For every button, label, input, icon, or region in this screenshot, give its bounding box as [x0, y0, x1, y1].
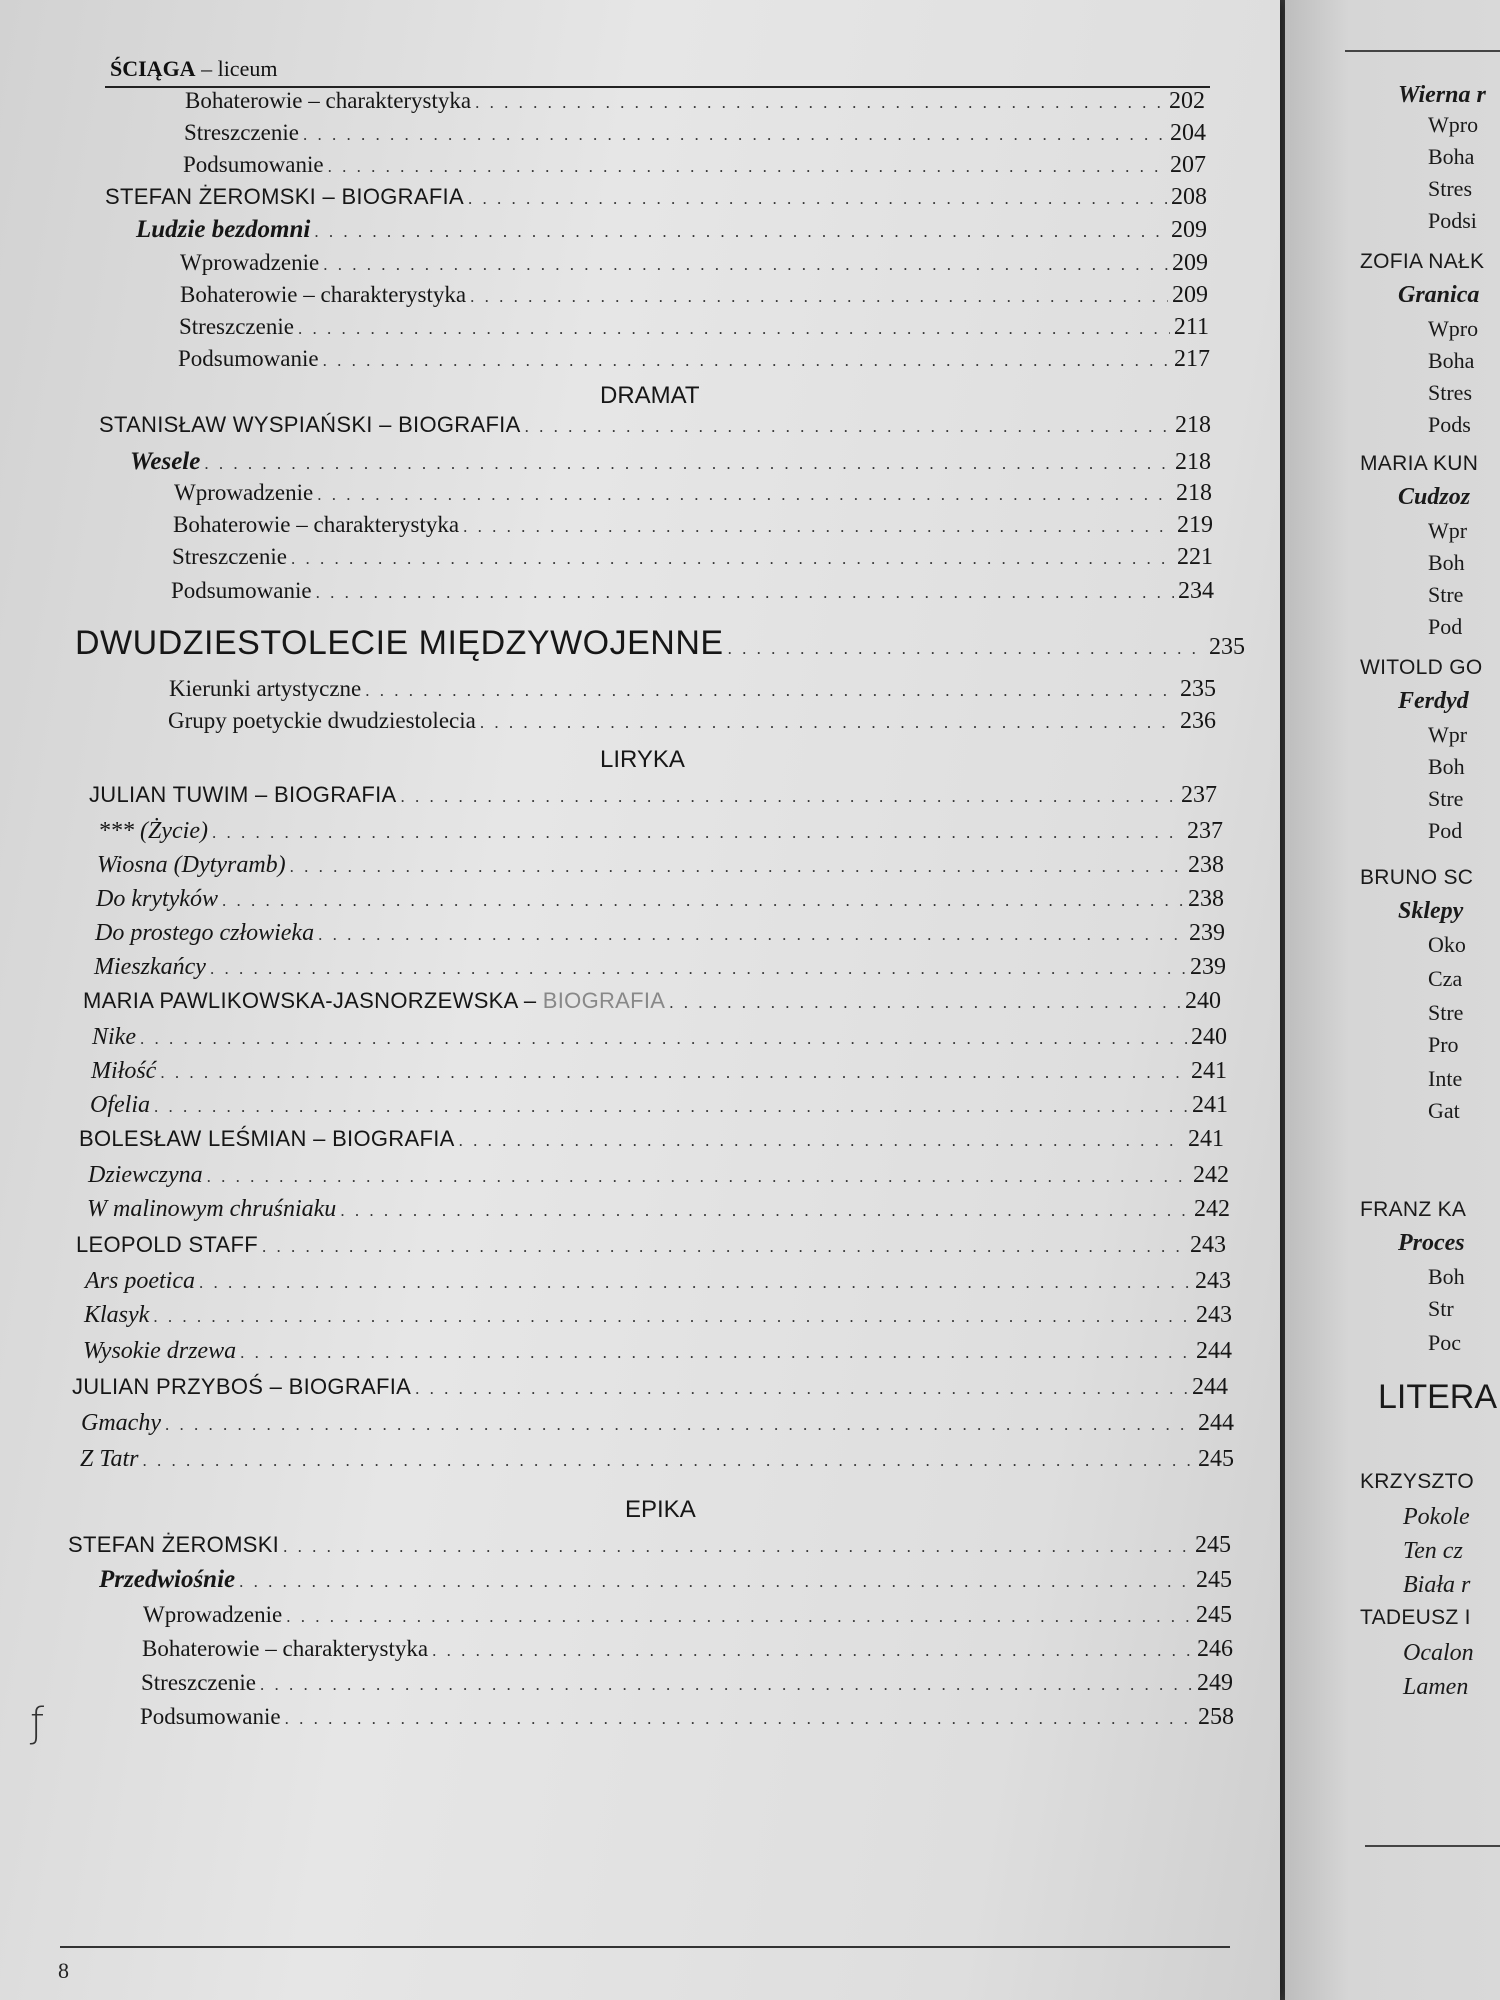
- right-page-entry: Cza: [1428, 966, 1463, 991]
- toc-entry-text: Bohaterowie – charakterystyka: [173, 512, 460, 537]
- right-page-entry: Boha: [1428, 144, 1475, 169]
- toc-entry: [81, 1410, 1234, 1437]
- toc-entry: [97, 852, 1224, 879]
- handwritten-tick-mark: ƒ: [30, 1700, 45, 1746]
- toc-page-number: 237: [1187, 818, 1223, 844]
- toc-entry-text: Bohaterowie – charakterystyka: [180, 282, 467, 307]
- toc-entry-text: Bohaterowie – charakterystyka: [185, 88, 472, 113]
- toc-entry-text: Do krytyków: [96, 886, 218, 912]
- toc-entry-title: [99, 1566, 235, 1594]
- toc-entry-text: W malinowym chruśniaku: [87, 1196, 337, 1222]
- toc-entry: [142, 1636, 1233, 1663]
- dot-leader: [475, 93, 1165, 113]
- toc-entry-title: [142, 1636, 428, 1662]
- toc-entry-text: Wprowadzenie: [174, 480, 314, 505]
- toc-page-number: 235: [1209, 634, 1245, 660]
- toc-entry-text: Podsumowanie: [140, 1704, 281, 1729]
- toc-page-number: 208: [1171, 184, 1207, 210]
- right-page-entry: Sklepy: [1398, 898, 1464, 924]
- right-page-entry: Boh: [1428, 550, 1465, 575]
- dot-leader: [728, 639, 1205, 659]
- toc-entry-text: STANISŁAW WYSPIAŃSKI – BIOGRAFIA: [99, 412, 521, 437]
- toc-page-number: 240: [1185, 988, 1221, 1014]
- right-page-entry: LITERA: [1378, 1378, 1498, 1416]
- toc-entry-text: Z Tatr: [80, 1446, 139, 1472]
- running-header-subtitle: – liceum: [195, 56, 278, 81]
- toc-entry: [184, 120, 1206, 147]
- toc-entry: [169, 676, 1216, 703]
- toc-entry-title: [141, 1670, 256, 1696]
- toc-entry: [80, 1446, 1234, 1473]
- dot-leader: [459, 1131, 1184, 1151]
- dot-leader: [463, 517, 1173, 537]
- dot-leader: [317, 485, 1172, 505]
- dot-leader: [323, 255, 1168, 275]
- toc-entry-title: [84, 1302, 149, 1329]
- dot-leader: [210, 959, 1186, 979]
- toc-entry-title: [105, 184, 464, 210]
- toc-entry: [183, 152, 1206, 179]
- toc-entry: [83, 1338, 1232, 1365]
- right-page-entry: Ferdyd: [1398, 688, 1469, 714]
- toc-page-number: 209: [1172, 250, 1208, 276]
- toc-page-number: 204: [1170, 120, 1206, 146]
- toc-entry: [180, 250, 1208, 277]
- toc-page-number: 242: [1193, 1162, 1229, 1188]
- toc-entry-title: [75, 624, 724, 663]
- dot-leader: [298, 319, 1170, 339]
- dot-leader: [160, 1063, 1187, 1083]
- toc-page-number: 241: [1191, 1058, 1227, 1084]
- toc-entry-text: Dziewczyna: [88, 1162, 203, 1188]
- right-footer-rule: [1365, 1845, 1500, 1847]
- toc-entry-text: Kierunki artystyczne: [169, 676, 362, 701]
- toc-page-number: 218: [1175, 449, 1211, 475]
- toc-entry-text: Przedwiośnie: [99, 1566, 236, 1593]
- dot-leader: [303, 125, 1166, 145]
- dot-leader: [199, 1273, 1191, 1293]
- toc-page-number: 209: [1172, 282, 1208, 308]
- dot-leader: [260, 1675, 1193, 1695]
- toc-entry-text: Wesele: [130, 448, 201, 475]
- toc-page-number: 202: [1169, 88, 1205, 114]
- toc-page-number: 246: [1197, 1636, 1233, 1662]
- toc-entry-title: [174, 480, 313, 506]
- toc-entry: [99, 1566, 1232, 1594]
- toc-entry-title: [180, 250, 319, 276]
- right-page-entry: KRZYSZTO: [1360, 1470, 1475, 1493]
- toc-entry: [83, 988, 1221, 1015]
- toc-entry-text: Grupy poetyckie dwudziestolecia: [168, 708, 476, 733]
- toc-entry-title: [79, 1126, 455, 1152]
- toc-entry-text: Ars poetica: [85, 1268, 195, 1294]
- toc-page-number: 239: [1189, 920, 1225, 946]
- toc-entry-title: [180, 282, 466, 308]
- dot-leader: [207, 1167, 1189, 1187]
- right-page-entry: WITOLD GO: [1360, 656, 1483, 679]
- toc-entry: [90, 1092, 1228, 1119]
- toc-entry: [79, 1126, 1224, 1153]
- toc-page-number: 236: [1180, 708, 1216, 734]
- right-page-entry: Str: [1428, 1296, 1454, 1321]
- right-page-entry: Stres: [1428, 380, 1472, 405]
- toc-entry: [180, 282, 1208, 309]
- right-page-entry: Podsi: [1428, 208, 1477, 233]
- toc-entry-title: [136, 216, 310, 244]
- toc-entry-text: Wiosna (Dytyramb): [97, 852, 286, 878]
- toc-entry: [96, 886, 1224, 913]
- toc-entry-text: JULIAN TUWIM – BIOGRAFIA: [89, 782, 397, 807]
- toc-entry-title: [143, 1602, 282, 1628]
- dot-leader: [140, 1029, 1187, 1049]
- toc-entry: [130, 448, 1211, 476]
- right-page-entry: Boh: [1428, 754, 1465, 779]
- toc-page-number: 218: [1175, 412, 1211, 438]
- toc-entry-text: Wysokie drzewa: [83, 1338, 237, 1364]
- running-header-title: ŚCIĄGA: [110, 56, 196, 81]
- dot-leader: [468, 189, 1167, 209]
- dot-leader: [318, 925, 1185, 945]
- toc-page-number: 243: [1196, 1302, 1232, 1328]
- toc-entry-text: Streszczenie: [184, 120, 299, 145]
- toc-entry-text: Wprowadzenie: [180, 250, 320, 275]
- right-page-entry: Ocalon: [1403, 1640, 1474, 1666]
- dot-leader: [415, 1379, 1188, 1399]
- dot-leader: [286, 1607, 1192, 1627]
- toc-entry-text: *** (Życie): [98, 818, 208, 844]
- toc-entry-text: Bohaterowie – charakterystyka: [142, 1636, 429, 1661]
- toc-entry: [172, 544, 1213, 571]
- dot-leader: [240, 1343, 1192, 1363]
- toc-entry-text: Streszczenie: [179, 314, 294, 339]
- toc-entry-title: [81, 1410, 161, 1437]
- dot-leader: [314, 222, 1167, 242]
- toc-page-number: 207: [1170, 152, 1206, 178]
- right-page-entry: FRANZ KA: [1360, 1198, 1467, 1221]
- dot-leader: [262, 1237, 1186, 1257]
- dot-leader: [291, 549, 1173, 569]
- toc-entry-text: Wprowadzenie: [143, 1602, 283, 1627]
- toc-entry-title: [89, 782, 397, 808]
- dot-leader: [239, 1572, 1192, 1592]
- toc-entry-title: [83, 1338, 236, 1365]
- right-page-entry: ZOFIA NAŁK: [1360, 250, 1485, 273]
- dot-leader: [283, 1537, 1191, 1557]
- toc-entry-text: BOLESŁAW LEŚMIAN – BIOGRAFIA: [79, 1126, 455, 1151]
- toc-entry: [171, 578, 1214, 605]
- toc-entry-text: Ofelia: [90, 1092, 150, 1118]
- toc-entry-title: [92, 1024, 136, 1051]
- toc-page-number: 245: [1196, 1602, 1232, 1628]
- right-page-entry: MARIA KUN: [1360, 452, 1479, 475]
- right-page-entry: Granica: [1398, 282, 1480, 308]
- dot-leader: [669, 993, 1181, 1013]
- toc-entry-text-faded: BIOGRAFIA: [542, 988, 666, 1013]
- toc-page-number: 244: [1192, 1374, 1228, 1400]
- toc-entry: [99, 412, 1211, 439]
- toc-entry-title: [140, 1704, 281, 1730]
- toc-entry-text: Podsumowanie: [178, 346, 319, 371]
- right-page-entry: BRUNO SC: [1360, 866, 1474, 889]
- toc-page-number: 243: [1195, 1268, 1231, 1294]
- toc-page-number: 219: [1177, 512, 1213, 538]
- toc-page-number: 245: [1195, 1532, 1231, 1558]
- right-page-entry: Stre: [1428, 582, 1464, 607]
- toc-entry: [85, 1268, 1231, 1295]
- dot-leader: [143, 1451, 1195, 1471]
- right-page-entry: Boha: [1428, 348, 1475, 373]
- dot-leader: [432, 1641, 1193, 1661]
- right-page: [1285, 0, 1500, 2000]
- toc-entry-title: [85, 1268, 195, 1295]
- toc-entry-title: [72, 1374, 411, 1400]
- toc-entry-title: [168, 708, 476, 734]
- right-page-entry: Wpro: [1428, 112, 1479, 137]
- toc-page-number: 218: [1176, 480, 1212, 506]
- section-heading: EPIKA: [625, 1496, 696, 1523]
- toc-entry-title: [96, 886, 218, 913]
- toc-entry-title: [90, 1092, 150, 1119]
- toc-page-number: 241: [1192, 1092, 1228, 1118]
- right-page-entry: Pokole: [1403, 1504, 1470, 1530]
- toc-page-number: 258: [1198, 1704, 1234, 1730]
- right-page-entry: Stres: [1428, 176, 1472, 201]
- toc-entry-title: [76, 1232, 258, 1258]
- toc-entry: [72, 1374, 1228, 1401]
- toc-entry: [141, 1670, 1233, 1697]
- right-page-entry: Biała r: [1403, 1572, 1471, 1598]
- dot-leader: [401, 787, 1178, 807]
- right-page-entry: Poc: [1428, 1330, 1461, 1355]
- dot-leader: [365, 681, 1176, 701]
- toc-entry: [173, 512, 1213, 539]
- toc-page-number: 221: [1177, 544, 1213, 570]
- toc-entry-text: Podsumowanie: [183, 152, 324, 177]
- toc-entry: [178, 346, 1210, 373]
- right-page-entry: Wpr: [1428, 722, 1468, 747]
- toc-entry-title: [97, 852, 286, 879]
- right-page-entry: Pods: [1428, 412, 1471, 437]
- toc-page-number: 235: [1180, 676, 1216, 702]
- right-page-entry: Pod: [1428, 818, 1463, 843]
- toc-entry-text: LEOPOLD STAFF: [76, 1232, 258, 1257]
- dot-leader: [165, 1415, 1194, 1435]
- toc-entry: [140, 1704, 1234, 1731]
- dot-leader: [154, 1097, 1188, 1117]
- right-page-entry: Gat: [1428, 1098, 1460, 1123]
- toc-entry: [94, 954, 1226, 981]
- toc-page-number: 211: [1173, 314, 1209, 340]
- toc-page-number: 244: [1196, 1338, 1232, 1364]
- toc-page-number: 237: [1181, 782, 1217, 808]
- toc-entry-title: [95, 920, 314, 947]
- toc-entry-title: [87, 1196, 336, 1223]
- right-page-entry: Stre: [1428, 786, 1464, 811]
- dot-leader: [470, 287, 1168, 307]
- dot-leader: [153, 1307, 1192, 1327]
- right-header-rule: [1345, 50, 1500, 52]
- toc-entry-title: [68, 1532, 279, 1558]
- toc-page-number: 238: [1188, 852, 1224, 878]
- right-page-entry: Wpro: [1428, 316, 1479, 341]
- toc-entry: [95, 920, 1225, 947]
- dot-leader: [328, 157, 1166, 177]
- toc-page-number: 243: [1190, 1232, 1226, 1258]
- dot-leader: [222, 891, 1184, 911]
- dot-leader: [212, 823, 1183, 843]
- toc-entry: [185, 88, 1205, 115]
- toc-entry-title: [98, 818, 208, 845]
- toc-entry-title: [185, 88, 471, 114]
- toc-entry: [168, 708, 1216, 735]
- toc-entry: [91, 1058, 1227, 1085]
- toc-page-number: 245: [1198, 1446, 1234, 1472]
- toc-entry-title: [173, 512, 459, 538]
- toc-page-number: 234: [1178, 578, 1214, 604]
- toc-entry-title: [83, 988, 665, 1014]
- toc-entry: [105, 184, 1207, 211]
- right-page-entry: Wpr: [1428, 518, 1468, 543]
- toc-entry-text: DWUDZIESTOLECIE MIĘDZYWOJENNE: [75, 624, 724, 662]
- dot-leader: [340, 1201, 1190, 1221]
- right-page-entry: Proces: [1398, 1230, 1465, 1256]
- toc-page-number: 249: [1197, 1670, 1233, 1696]
- dot-leader: [525, 417, 1171, 437]
- right-page-entry: Pro: [1428, 1032, 1459, 1057]
- toc-entry-title: [171, 578, 312, 604]
- dot-leader: [290, 857, 1184, 877]
- toc-entry-text: STEFAN ŻEROMSKI: [68, 1532, 280, 1557]
- right-page-entry: Wierna r: [1398, 82, 1486, 108]
- right-page-entry: Cudzoz: [1398, 484, 1471, 510]
- toc-entry-text: Gmachy: [81, 1410, 161, 1436]
- toc-entry-title: [80, 1446, 139, 1473]
- page-number: 8: [58, 1958, 69, 1983]
- toc-entry: [68, 1532, 1231, 1559]
- dot-leader: [316, 583, 1174, 603]
- toc-entry-text: Streszczenie: [141, 1670, 256, 1695]
- toc-entry: [98, 818, 1223, 845]
- toc-page-number: 240: [1191, 1024, 1227, 1050]
- toc-entry: [136, 216, 1207, 244]
- toc-page-number: 241: [1188, 1126, 1224, 1152]
- toc-page-number: 217: [1174, 346, 1210, 372]
- section-heading: DRAMAT: [600, 382, 700, 409]
- right-page-entry: Boh: [1428, 1264, 1465, 1289]
- toc-entry-text: MARIA PAWLIKOWSKA-JASNORZEWSKA –: [83, 988, 543, 1013]
- toc-entry-text: Miłość: [91, 1058, 157, 1084]
- right-page-entry: Oko: [1428, 932, 1466, 957]
- toc-page-number: 244: [1198, 1410, 1234, 1436]
- toc-entry: [89, 782, 1217, 809]
- toc-entry: [179, 314, 1209, 341]
- toc-entry-title: [88, 1162, 203, 1189]
- right-page-entry: Lamen: [1403, 1674, 1469, 1700]
- dot-leader: [480, 713, 1176, 733]
- dot-leader: [285, 1709, 1194, 1729]
- toc-entry: [76, 1232, 1226, 1259]
- toc-page-number: 242: [1194, 1196, 1230, 1222]
- right-page-entry: TADEUSZ I: [1360, 1606, 1471, 1629]
- dot-leader: [204, 454, 1171, 474]
- toc-page-number: 238: [1188, 886, 1224, 912]
- toc-entry-text: Nike: [92, 1024, 136, 1050]
- toc-entry-text: Streszczenie: [172, 544, 287, 569]
- toc-entry-text: Ludzie bezdomni: [136, 216, 311, 243]
- toc-entry-text: Mieszkańcy: [94, 954, 206, 980]
- dot-leader: [323, 351, 1170, 371]
- toc-entry: [88, 1162, 1229, 1189]
- toc-entry-title: [130, 448, 200, 476]
- toc-entry-title: [94, 954, 206, 981]
- toc-entry-title: [169, 676, 361, 702]
- toc-page-number: 245: [1196, 1567, 1232, 1593]
- toc-entry-title: [178, 346, 319, 372]
- right-page-entry: Stre: [1428, 1000, 1464, 1025]
- toc-entry-text: Klasyk: [84, 1302, 150, 1328]
- toc-entry-title: [179, 314, 294, 340]
- toc-entry: [143, 1602, 1232, 1629]
- toc-page-number: 209: [1171, 217, 1207, 243]
- toc-entry-title: [91, 1058, 156, 1085]
- toc-entry-title: [172, 544, 287, 570]
- toc-entry: [174, 480, 1212, 507]
- toc-entry-text: Podsumowanie: [171, 578, 312, 603]
- right-page-entry: Ten cz: [1403, 1538, 1463, 1564]
- toc-entry-text: JULIAN PRZYBOŚ – BIOGRAFIA: [72, 1374, 412, 1399]
- footer-rule: [60, 1946, 1230, 1948]
- toc-entry: [75, 624, 1245, 663]
- toc-entry: [87, 1196, 1230, 1223]
- toc-entry: [84, 1302, 1232, 1329]
- section-heading: LIRYKA: [600, 746, 685, 773]
- right-page-entry: Inte: [1428, 1066, 1463, 1091]
- toc-page-number: 239: [1190, 954, 1226, 980]
- right-page-entry: Pod: [1428, 614, 1463, 639]
- toc-entry: [92, 1024, 1227, 1051]
- toc-entry-title: [184, 120, 299, 146]
- toc-entry-text: Do prostego człowieka: [95, 920, 315, 946]
- toc-entry-title: [99, 412, 521, 438]
- toc-entry-text: STEFAN ŻEROMSKI – BIOGRAFIA: [105, 184, 464, 209]
- toc-entry-title: [183, 152, 324, 178]
